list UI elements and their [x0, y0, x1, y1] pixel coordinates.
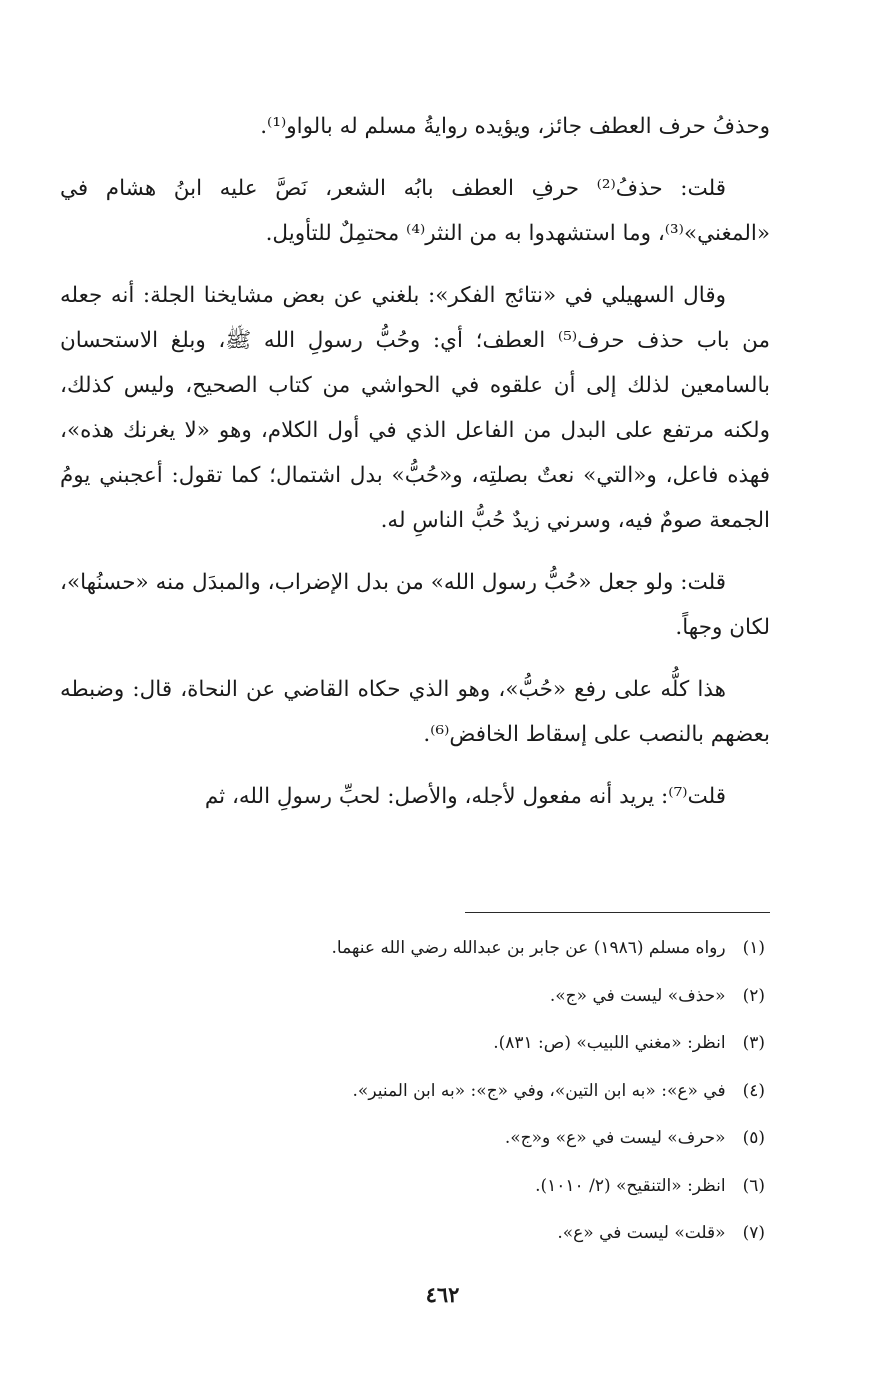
footnote	[100, 973, 765, 1021]
page-number: ٤٦٢	[425, 1282, 460, 1307]
paragraph: قلت: ولو جعل «حُبُّ رسول الله» من بدل الإضراب، والمبدَل منه «حسنُها»، لكان وجهاً.	[60, 570, 770, 640]
footnote-text: انظر: «التنقيح» (٢/ ١٠١٠).	[535, 1175, 726, 1196]
main-text	[60, 104, 770, 836]
paragraph: وقال السهيلي في «نتائج الفكر»: بلغني عن بعض مشايخنا الجلة: أنه جعله من باب حذف حرف⁽⁵⁾ العطف؛ أي: وحُبُّ رسولِ الله ﷺ، وبلغ الاستحسان بالسامعين لذلك إلى أن علقوه في الحواشي من كتاب الصحيح، وليس كذلك، ولكنه مرتفع على البدل من الفاعل الذي في أول الكلام، وهو «لا يغرنك هذه»، فهذه فاعل، و«التي» نعتٌ بصلتِه، و«حُبُّ» بدل اشتمال؛ كما تقول: أعجبني يومُ الجمعة صومٌ فيه، وسرني زيدٌ حُبُّ الناسِ له.	[60, 283, 770, 533]
footnote	[100, 1115, 765, 1163]
footnote-number: (١)	[742, 938, 765, 958]
footnote-text: «قلت» ليست في «ع».	[557, 1223, 726, 1243]
footnote	[100, 1210, 765, 1258]
paragraph: قلت⁽⁷⁾: يريد أنه مفعول لأجله، والأصل: لحبِّ رسولِ الله، ثم	[204, 784, 726, 809]
footnote-number: (٤)	[742, 1080, 765, 1101]
paragraph: وحذفُ حرف العطف جائز، ويؤيده روايةُ مسلم له بالواو⁽¹⁾.	[260, 114, 770, 139]
footnote-number: (٣)	[742, 1033, 765, 1053]
footnotes	[100, 925, 765, 1258]
footnote-divider	[465, 912, 770, 913]
paragraph: قلت: حذفُ⁽²⁾ حرفِ العطف بابُه الشعر، نَصَّ عليه ابنُ هشام في «المغني»⁽³⁾، وما استشهدوا به من النثر⁽⁴⁾ محتمِلٌ للتأويل.	[60, 176, 770, 246]
footnote-number: (٢)	[742, 985, 765, 1006]
footnote-text: «حذف» ليست في «ج».	[549, 985, 726, 1006]
footnote	[100, 1020, 765, 1068]
paragraph: هذا كلُّه على رفع «حُبُّ»، وهو الذي حكاه القاضي عن النحاة، قال: وضبطه بعضهم بالنصب على إسقاط الخافض⁽⁶⁾.	[60, 677, 770, 747]
footnote-number: (٧)	[742, 1223, 765, 1243]
footnote-text: رواه مسلم (١٩٨٦) عن جابر بن عبدالله رضي الله عنهما.	[331, 938, 726, 958]
footnote	[100, 1163, 765, 1211]
footnote-text: «حرف» ليست في «ع» و«ج».	[504, 1128, 726, 1148]
footnote-number: (٥)	[742, 1128, 765, 1148]
footnote-text: انظر: «مغني اللبيب» (ص: ٨٣١).	[493, 1033, 726, 1053]
footnote-text: في «ع»: «به ابن التين»، وفي «ج»: «به ابن المنير».	[352, 1080, 726, 1101]
footnote	[100, 1068, 765, 1116]
footnote	[100, 925, 765, 973]
footnote-number: (٦)	[742, 1175, 765, 1196]
